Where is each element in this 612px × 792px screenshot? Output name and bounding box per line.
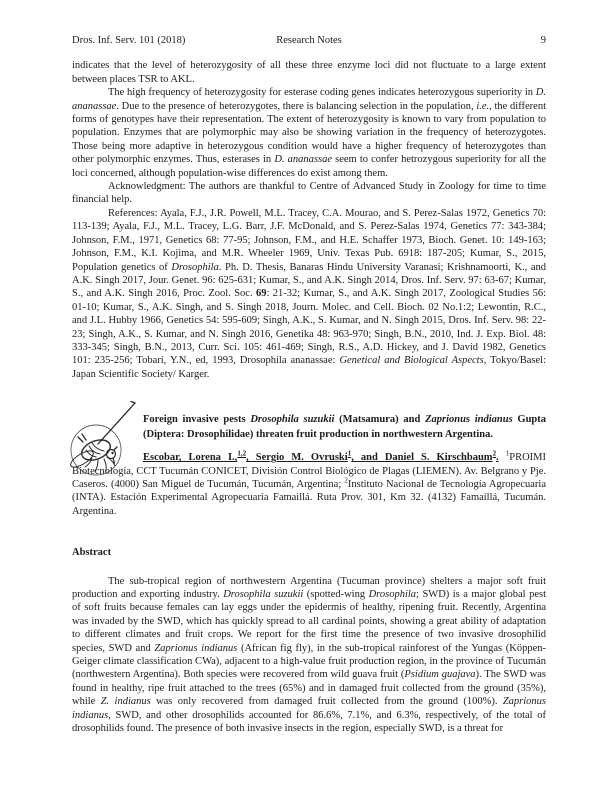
journal-citation: Dros. Inf. Serv. 101 (2018)	[72, 35, 186, 46]
references-paragraph: References: Ayala, F.J., J.R. Powell, M.L. Tracey, C.A. Mourao, and S. Perez-Salas 1972, Genetics 70: 113-139; Ayala, F.J., M.L. Tracey, L.G. Barr, J.F. McDonald, and S. Perez-Salas 1974, Genetics 77: 343-384; Johnson, F.M., 1971, Genetics 68: 77-95; Johnson, F.M., and H.E. Schaffer 1973, Bioch. Genet. 10: 149-163; Johnson, F.M., K.I. Kojima, and M.R. Wheeler 1969, Univ. Texas Pub. 6918: 187-205; Kumar, S., 2015, Population genetics of Drosophila. Ph. D. Thesis, Banaras Hindu University Varanasi; Krishnamoorti, K., and A.K. Singh 2017, Jour. Genet. 96: 625-631; Kumar, S., and A.K. Singh 2014, Dros. Inf. Serv. 97: 63-67; Kumar, S., and A.K. Singh 2016, Proc. Zool. Soc. 69: 21-32; Kumar, S., and A.K. Singh 2017, Zoological Studies 56: 01-10; Kumar, S., A.K. Singh, and S. Singh 2018, Journ. Molec. and Cell. Bioch. 02 No.1:2; Lewontin, R.C., and J.L. Hubby 1966, Genetics 54: 595-609; Singh, A.K., S. Kumar, and N. Singh 2015, Dros. Inf. Serv. 98: 22-23; Singh, A.K., S. Kumar, and N. Singh 2016, Genetika 48: 963-970; Singh, B.N., 2010, Ind. J. Exp. Biol. 48: 333-345; Singh, B.N., 2013, Curr. Sci. 105: 461-469; Singh, R.S., A.D. Hickey, and J. David 1982, Genetics 101: 235-256; Tobari, Y.N., ed, 1993, Drosophila ananassae: Genetical and Biological Aspects, Tokyo/Basel: Japan Scientific Society/ Karger.	[72, 207, 547, 380]
abstract-heading: Abstract	[72, 547, 112, 559]
authors-affiliation: Escobar, Lorena I.,$^{1,2}$, Sergio M. Ovruski$^1$, and Daniel S. Kirschbaum$^2$. $^1$PROIMI Biotecnología, CCT Tucumán CONICET, División Control Biológico de Plagas (LIEMEN). Av. Belgrano y Pje. Caseros. (4000) San Miguel de Tucumán, Tucumán, Argentina; $^2$Instituto Nacional de Tecnología Agropecuaria (INTA). Estación Experimental Agropecuaria Famaillá. Ruta Prov. 301, Km 32. (4132) Famaillá, Tucumán. Argentina.	[72, 449, 546, 517]
abstract-paragraph: The sub-tropical region of northwestern Argentina (Tucuman province) shelters a major soft fruit production and exporting industry. Drosophila suzukii (spotted-wing Drosophila; SWD) is a major global pest of soft fruits because females can lay eggs under the epidermis of healthy, ripening fruit. Recently, Argentina was invaded by the SWD, which has quickly spread to all cardinal points, showing a great ability of adaptation to different climates and fruit crops. We report for the first time the presence of two invasive drosophilid species, SWD and Zaprionus indianus (African fig fly), in the sub-tropical rainforest of the Yungas (Köppen-Geiger climate classification CWa), adjacent to a high-value fruit production region, in the province of Tucumán (northwestern Argentina). Both species were recovered from wild guava fruit (Psidium guajava). The SWD was found in healthy, ripe fruit attached to the trees (65%) and in damaged fruit collected from the ground (35%), while Z. indianus was only recovered from damaged fruit collected from the ground (100%). Zaprionus indianus, SWD, and other drosophilids accounted for 86.6%, 7.1%, and 6.3%, respectively, of the total of drosophilids found. The presence of both invasive insects in the region, especially SWD, is a threat for	[72, 575, 547, 735]
previous-article-closing-paragraph: indicates that the level of heterozygosity of all these three enzyme loci did not fluctuate to a large extent between places TSR to AKL.	[72, 60, 546, 85]
acknowledgment-paragraph: Acknowledgment: The authors are thankful to Centre of Advanced Study in Zoology for time to time financial help.	[72, 181, 546, 206]
new-article-heading-block	[72, 412, 546, 735]
section-title: Research Notes	[276, 35, 342, 46]
article-title: Foreign invasive pests Drosophila suzukii (Matsamura) and Zaprionus indianus Gupta (Diptera: Drosophilidae) threaten fruit production in northwestern Argentina.	[143, 414, 546, 441]
pinned-fly-icon	[56, 400, 140, 484]
previous-article-discussion-paragraph: The high frequency of heterozygosity for esterase coding genes indicates heterozygous superiority in D. ananassae. Due to the presence of heterozygotes, there is balancing selection in the population, i.e., the different forms of genotypes have their representation. The extent of heterozygosity is known to vary from population to population. Enzymes that are polymorphic may also be showing variation in the frequency of heterozygotes. Those being more adaptive in heterozygous condition would have a higher frequency of heterozygotes than other polymorphic enzymes. Thus, esterases in D. ananassae seem to confer hetrozygous superiority for all the loci concerned, although population-wise differences do exist among them.	[72, 87, 547, 179]
page-number: 9	[540, 35, 546, 46]
running-header	[72, 34, 546, 47]
